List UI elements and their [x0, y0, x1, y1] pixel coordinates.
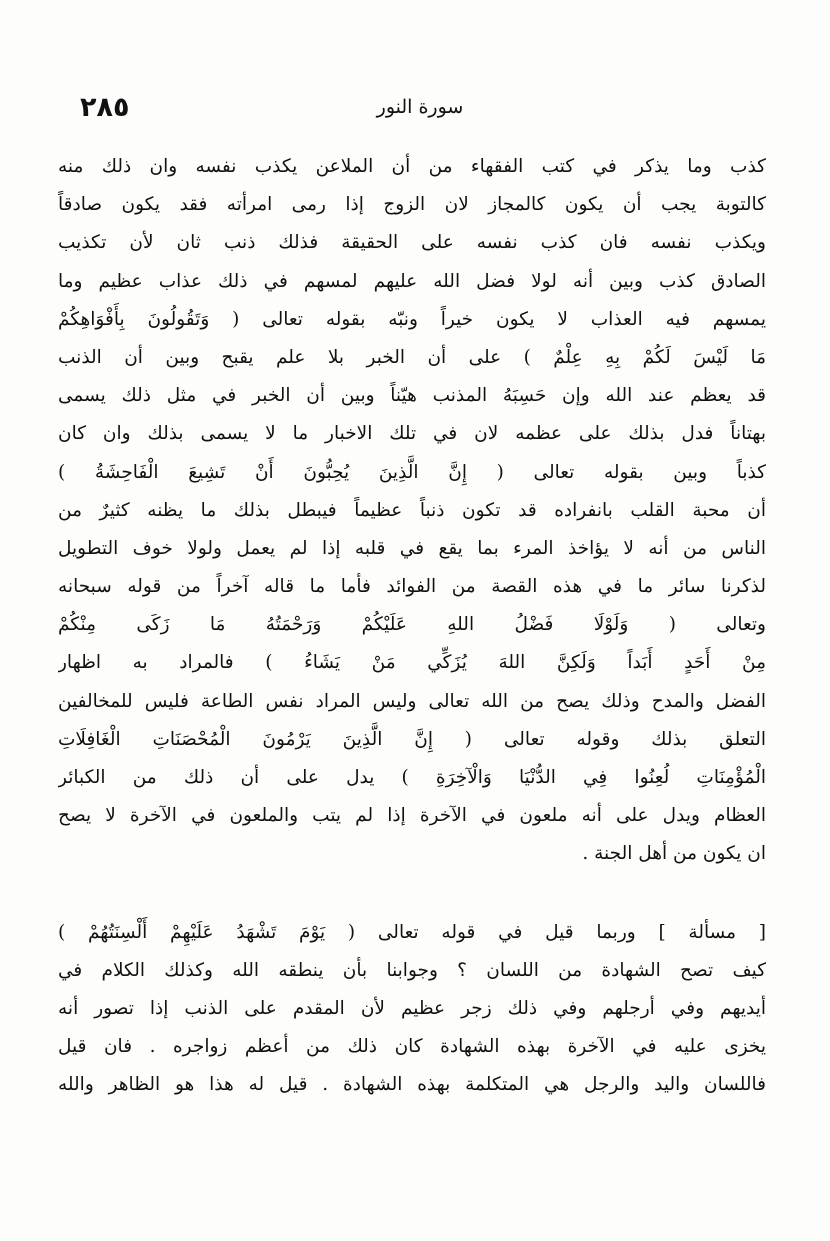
page-header — [80, 92, 730, 132]
text-line: مَا لَيْسَ لَكُمْ بِهِ عِلْمٌ ) على أن الخبر بلا علم يقبح وبين أن الذنب — [58, 346, 766, 368]
text-line: أيديهم وفي أرجلهم وفي ذلك زجر عظيم لأن المقدم على الذنب إذا تصور أنه — [58, 997, 766, 1019]
text-line: ان يكون من أهل الجنة . — [582, 843, 766, 865]
text-line: كيف تصح الشهادة من اللسان ؟ وجوابنا بأن ينطقه الله وكذلك الكلام في — [58, 959, 766, 981]
text-line: لذكرنا سائر ما في هذه القصة من الفوائد فأما ما قاله آخراً من قوله سبحانه — [58, 576, 766, 598]
paragraph-2 — [58, 914, 766, 1105]
paragraph-1 — [58, 148, 766, 874]
body-text — [58, 148, 766, 1105]
text-line: قد يعظم عند الله وإن حَسِبَهُ المذنب هيّناً وبين أن الخبر في مثل ذلك يسمى — [58, 385, 766, 407]
paragraph-spacer — [58, 874, 766, 914]
text-line: كذب وما يذكر في كتب الفقهاء من أن الملاعن يكذب نفسه وان ذلك منه — [58, 156, 766, 177]
text-line: مِنْ أَحَدٍ أَبَداً وَلَكِنَّ اللهَ يُزَكِّي مَنْ يَشَاءُ ) فالمراد به اظهار — [58, 652, 766, 674]
text-line: يخزى عليه في الآخرة بهذه الشهادة كان ذلك من أعظم زواجره . فان قيل — [58, 1036, 766, 1058]
running-title: سورة النور — [376, 96, 464, 118]
text-line: الفضل والمدح وذلك يصح من الله تعالى وليس المراد نفس الطاعة فليس للمخالفين — [58, 690, 766, 712]
page-number: ٢٨٥ — [80, 92, 130, 123]
text-line: الصادق كذب وبين أنه لولا فضل الله عليهم لمسهم في ذلك عذاب عظيم وما — [58, 270, 766, 292]
text-line: فاللسان واليد والرجل هي المتكلمة بهذه الشهادة . قيل له هذا هو الظاهر والله — [58, 1074, 766, 1096]
text-line: التعلق بذلك وقوله تعالى ( إِنَّ الَّذِينَ يَرْمُونَ الْمُحْصَنَاتِ الْغَافِلَاتِ — [58, 728, 766, 750]
text-line: كالتوبة يجب أن يكون كالمجاز لان الزوج إذا رمى امرأته فقد يكون صادقاً — [58, 194, 766, 216]
text-line: الْمُؤْمِنَاتِ لُعِنُوا فِي الدُّنْيَا وَالْآخِرَةِ ) يدل على أن ذلك من الكبائر — [58, 767, 766, 788]
text-line: العظام ويدل على أنه ملعون في الآخرة إذا لم يتب والملعون في الآخرة لا يصح — [58, 805, 766, 827]
text-line: أن محبة القلب بانفراده قد تكون ذنباً عظيماً فيبطل بذلك ما يظنه كثيرٌ من — [58, 499, 766, 521]
text-line: يمسهم فيه العذاب لا يكون خيراً ونبّه بقوله تعالى ( وَتَقُولُونَ بِأَفْوَاهِكُمْ — [58, 308, 766, 330]
text-line: الناس من أنه لا يؤاخذ المرء بما يقع في قلبه إذا لم يعمل ولولا خوف التطويل — [58, 537, 766, 559]
text-line: [ مسألة ] وربما قيل في قوله تعالى ( يَوْمَ تَشْهَدُ عَلَيْهِمْ أَلْسِنَتُهُمْ ) — [58, 921, 766, 943]
text-line: بهتاناً فدل بذلك على عظمه لان في تلك الاخبار ما لا يسمى بذلك وان كان — [58, 423, 766, 445]
text-line: كذباً وبين بقوله تعالى ( إِنَّ الَّذِينَ يُحِبُّونَ أَنْ تَشِيعَ الْفَاحِشَةُ ) — [58, 461, 766, 483]
text-line: وتعالى ( وَلَوْلَا فَضْلُ اللهِ عَلَيْكُمْ وَرَحْمَتُهُ مَا زَكَى مِنْكُمْ — [58, 614, 766, 636]
text-line: ويكذب نفسه فان كذب نفسه على الحقيقة فذلك ذنب ثان لأن تكذيب — [58, 232, 766, 254]
